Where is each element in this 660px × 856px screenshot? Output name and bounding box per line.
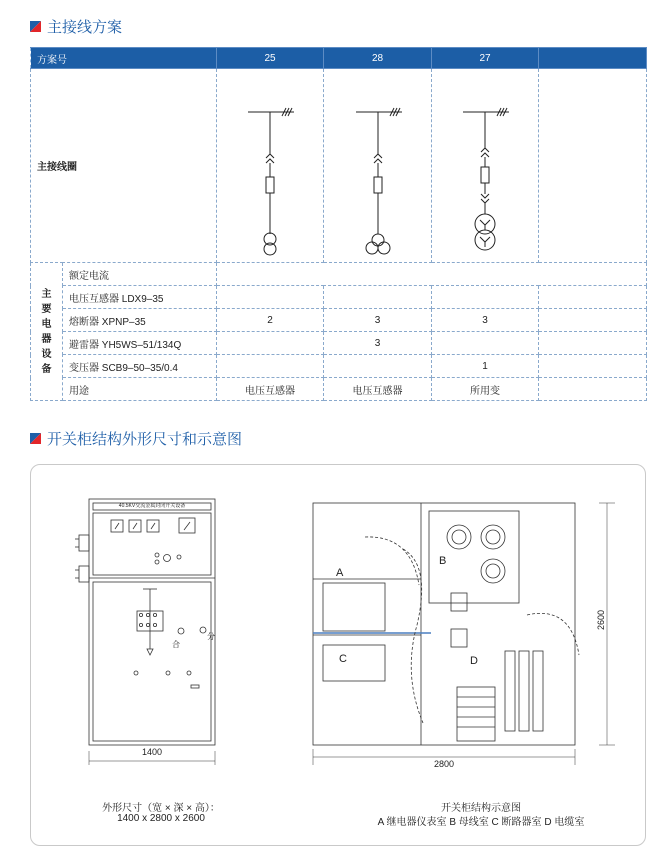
empty-cell	[539, 378, 647, 401]
table-row	[31, 332, 647, 355]
compartment-label: A	[336, 567, 344, 579]
pt-three-winding-diagram	[328, 72, 428, 257]
row-value	[324, 286, 432, 309]
row-value: 电压互感器	[324, 378, 432, 401]
equipment-group-label	[31, 263, 63, 401]
compartment-label: C	[339, 653, 347, 665]
row-value: 所用变	[432, 378, 539, 401]
row-label: 额定电流	[63, 263, 217, 286]
diagram-row	[31, 69, 647, 263]
diagram-row-label: 主接线圈	[31, 69, 217, 263]
compartment-legend: A 继电器仪表室 B 母线室 C 断路器室 D 电缆室	[377, 817, 585, 828]
table-row	[31, 263, 647, 286]
section-title-main-wiring	[30, 16, 122, 37]
empty-cell	[539, 332, 647, 355]
dimensions-value: 1400 x 2800 x 2600	[117, 813, 205, 824]
wiring-scheme-table	[30, 47, 647, 401]
switch-label-open: 分	[207, 632, 215, 641]
row-value	[432, 332, 539, 355]
station-transformer-diagram	[435, 72, 535, 257]
row-value	[324, 355, 432, 378]
empty-cell	[539, 48, 647, 69]
structure-caption: 开关柜结构示意图	[441, 803, 521, 814]
group-char: 电	[41, 318, 52, 330]
section-title-text: 主接线方案	[47, 19, 123, 36]
cabinet-drawings	[31, 465, 645, 845]
table-row	[31, 286, 647, 309]
row-value: 2	[217, 309, 324, 332]
side-view-drawing	[313, 503, 615, 765]
section-title-text: 开关柜结构外形尺寸和示意图	[47, 431, 243, 448]
rated-current-value	[217, 263, 647, 286]
empty-cell	[539, 69, 647, 263]
empty-cell	[539, 309, 647, 332]
front-width-dimension: 1400	[141, 747, 163, 757]
wiring-diagram-25	[217, 69, 324, 263]
group-char: 主	[41, 288, 52, 300]
section-title-structure	[30, 428, 242, 449]
row-value: 1	[432, 355, 539, 378]
table-header-row	[31, 48, 647, 69]
group-char: 器	[41, 333, 52, 345]
row-value	[217, 286, 324, 309]
row-value: 电压互感器	[217, 378, 324, 401]
row-label: 熔断器 XPNP–35	[63, 309, 217, 332]
scheme-number: 27	[432, 48, 539, 69]
pt-two-winding-diagram	[220, 72, 320, 257]
table-row	[31, 355, 647, 378]
row-value	[217, 355, 324, 378]
nameplate-label: 40.5KV交流金属封闭开关设备	[118, 503, 186, 509]
empty-cell	[539, 286, 647, 309]
section-flag-icon	[30, 21, 41, 32]
scheme-number-header: 方案号	[31, 48, 217, 69]
front-view-drawing	[75, 499, 215, 765]
compartment-label: D	[470, 655, 478, 667]
empty-cell	[539, 355, 647, 378]
table-row	[31, 378, 647, 401]
compartment-label: B	[439, 555, 447, 567]
row-label: 用途	[63, 378, 217, 401]
row-label: 避雷器 YH5WS–51/134Q	[63, 332, 217, 355]
side-width-dimension: 2800	[433, 759, 455, 769]
scheme-number: 28	[324, 48, 432, 69]
row-value: 3	[324, 309, 432, 332]
side-height-dimension: 2600	[596, 609, 607, 631]
structure-drawing-panel	[30, 464, 646, 846]
section-flag-icon	[30, 433, 41, 444]
group-char: 设	[41, 348, 52, 360]
dimensions-caption: 外形尺寸（宽 × 深 × 高）：	[102, 803, 220, 814]
row-label: 电压互感器 LDX9–35	[63, 286, 217, 309]
row-value	[432, 286, 539, 309]
switch-label-close: 合	[172, 640, 180, 649]
table-row	[31, 309, 647, 332]
scheme-number: 25	[217, 48, 324, 69]
row-value	[217, 332, 324, 355]
group-char: 备	[41, 363, 52, 375]
wiring-diagram-28	[324, 69, 432, 263]
row-value: 3	[432, 309, 539, 332]
wiring-diagram-27	[432, 69, 539, 263]
row-value: 3	[324, 332, 432, 355]
row-label: 变压器 SCB9–50–35/0.4	[63, 355, 217, 378]
group-char: 要	[41, 303, 52, 315]
